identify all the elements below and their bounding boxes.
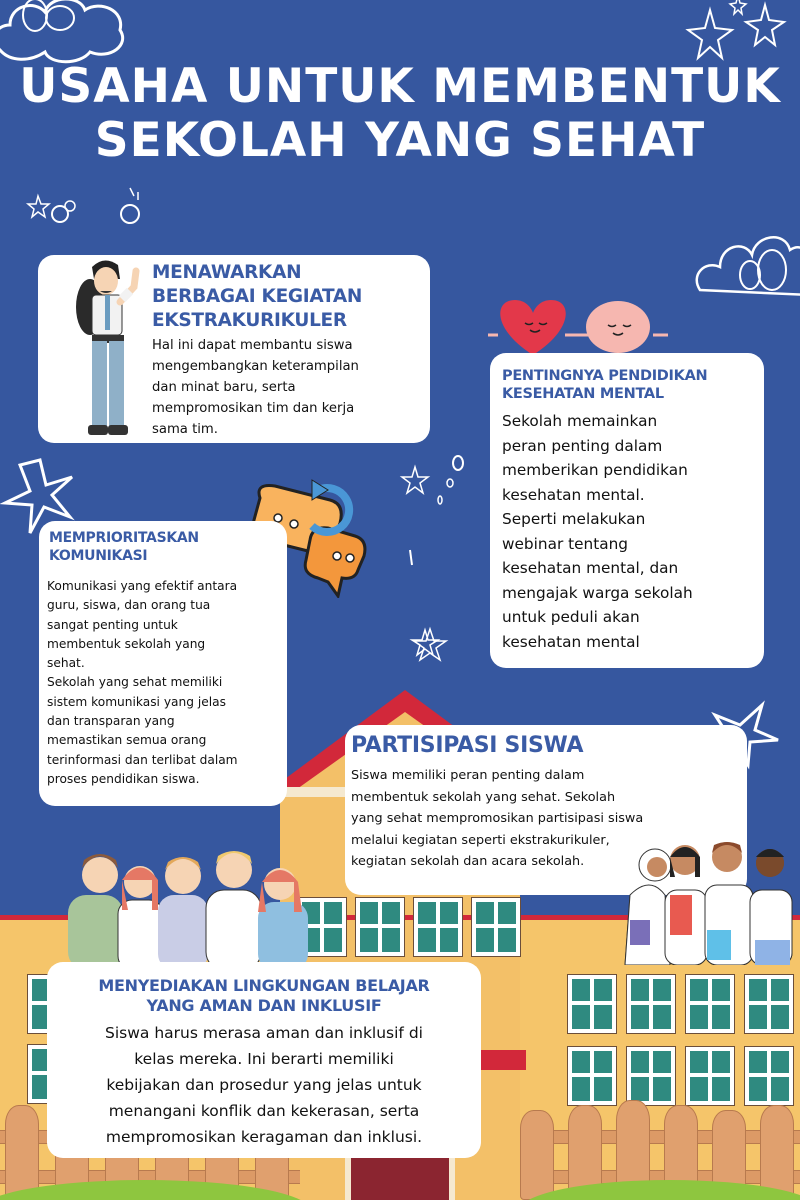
page-title: [0, 60, 800, 168]
card-body-line: kebijakan dan prosedur yang jelas untuk: [106, 1076, 422, 1094]
card-body-line: Komunikasi yang efektif antara: [47, 579, 238, 593]
card-body-line: membentuk sekolah yang sehat. Sekolah: [351, 789, 616, 805]
card-body-line: terinformasi dan terlibat dalam: [47, 752, 238, 767]
card-title: [152, 261, 427, 333]
card-body-line: membentuk sekolah yang: [47, 636, 206, 651]
card-lingkungan-belajar: [47, 962, 481, 1158]
card-body-line: mengajak warga sekolah: [502, 583, 693, 602]
card-title-line: PARTISIPASI SISWA: [351, 733, 584, 758]
card-body-line: peran penting dalam: [502, 436, 663, 455]
window: [627, 975, 675, 1033]
student-waving-icon: [62, 257, 157, 442]
window: [745, 975, 793, 1033]
card-body-line: sama tim.: [152, 422, 218, 437]
card-body: [152, 335, 427, 440]
card-title: [47, 976, 481, 1016]
card-body-line: guru, siswa, dan orang tua: [47, 598, 211, 613]
sparkle-mid-doodle-icon: [410, 625, 450, 665]
card-komunikasi: [39, 521, 287, 806]
window: [627, 1047, 675, 1105]
friends-group-icon: [58, 840, 338, 970]
card-body-line: Sekolah yang sehat memiliki: [47, 675, 223, 690]
card-body-line: Siswa harus merasa aman dan inklusif di: [105, 1024, 423, 1042]
card-body-line: dan transparan yang: [47, 714, 175, 729]
card-body-line: mempromosikan tim dan kerja: [152, 401, 355, 416]
card-body-line: sangat penting untuk: [47, 617, 178, 632]
card-body: [47, 577, 287, 789]
cloud-doodle-right-icon: [690, 215, 800, 305]
card-body: [502, 409, 757, 654]
card-body-line: kelas mereka. Ini berarti memiliki: [134, 1050, 394, 1068]
card-body-line: sehat.: [47, 656, 85, 671]
card-body-line: dan minat baru, serta: [152, 380, 296, 395]
card-body-line: sistem komunikasi yang jelas: [47, 694, 226, 709]
card-body-line: kesehatan mental: [502, 632, 640, 651]
card-title-line: KOMUNIKASI: [49, 548, 148, 564]
title-line-2: SEKOLAH YANG SEHAT: [94, 113, 706, 168]
window: [745, 1047, 793, 1105]
card-body-line: webinar tentang: [502, 534, 628, 553]
card-body-line: kesehatan mental, dan: [502, 559, 679, 577]
window: [686, 1047, 734, 1105]
card-title-line: PENTINGNYA PENDIDIKAN: [502, 368, 708, 384]
card-body-line: memberikan pendidikan: [502, 461, 688, 479]
card-body-line: memastikan semua orang: [47, 733, 207, 748]
card-body-line: mengembangkan keterampilan: [152, 359, 359, 374]
card-title: [351, 733, 583, 759]
card-body-line: yang sehat mempromosikan partisipasi siswa: [351, 811, 644, 826]
students-group-overlay-icon: [615, 835, 800, 965]
card-body-line: mempromosikan keragaman dan inklusi.: [105, 1128, 423, 1146]
card-title: [502, 367, 757, 403]
card-title-line: EKSTRAKURIKULER: [152, 310, 347, 331]
title-line-1: USAHA UNTUK MEMBENTUK: [19, 59, 781, 114]
card-body-line: kesehatan mental.: [502, 485, 645, 504]
window: [472, 898, 520, 956]
sparkle-small-doodle-icon: [400, 455, 470, 585]
window: [568, 1047, 616, 1105]
heart-and-brain-meditating-icon: [483, 295, 683, 360]
window: [356, 898, 404, 956]
card-body: [47, 1020, 481, 1150]
card-title-line: MEMPRIORITASKAN: [49, 530, 199, 546]
card-body-line: proses pendidikan siswa.: [47, 771, 200, 786]
card-title-line: BERBAGAI KEGIATAN: [152, 286, 363, 307]
card-title-line: MENYEDIAKAN LINGKUNGAN BELAJAR: [98, 976, 430, 995]
card-title-line: KESEHATAN MENTAL: [502, 386, 664, 402]
card-body-line: kegiatan sekolah dan acara sekolah.: [351, 854, 585, 869]
card-kesehatan-mental: [490, 353, 764, 668]
window: [568, 975, 616, 1033]
card-ekstrakurikuler: [38, 255, 430, 443]
card-body-line: melalui kegiatan seperti ekstrakurikuler,: [351, 832, 610, 848]
card-body-line: Sekolah memainkan: [502, 412, 658, 430]
card-title-line: YANG AMAN DAN INKLUSIF: [146, 996, 382, 1015]
card-body-line: Seperti melakukan: [502, 510, 646, 528]
card-body-line: Siswa memiliki peran penting dalam: [351, 768, 585, 783]
sparkle-doodle-icon: [30, 188, 140, 238]
window: [414, 898, 462, 956]
window: [686, 975, 734, 1033]
card-body-line: menangani konflik dan kekerasan, serta: [108, 1102, 420, 1120]
card-body-line: Hal ini dapat membantu siswa: [152, 338, 353, 353]
card-title: [49, 529, 279, 565]
card-title-line: MENAWARKAN: [152, 262, 302, 283]
card-body-line: untuk peduli akan: [502, 608, 640, 626]
